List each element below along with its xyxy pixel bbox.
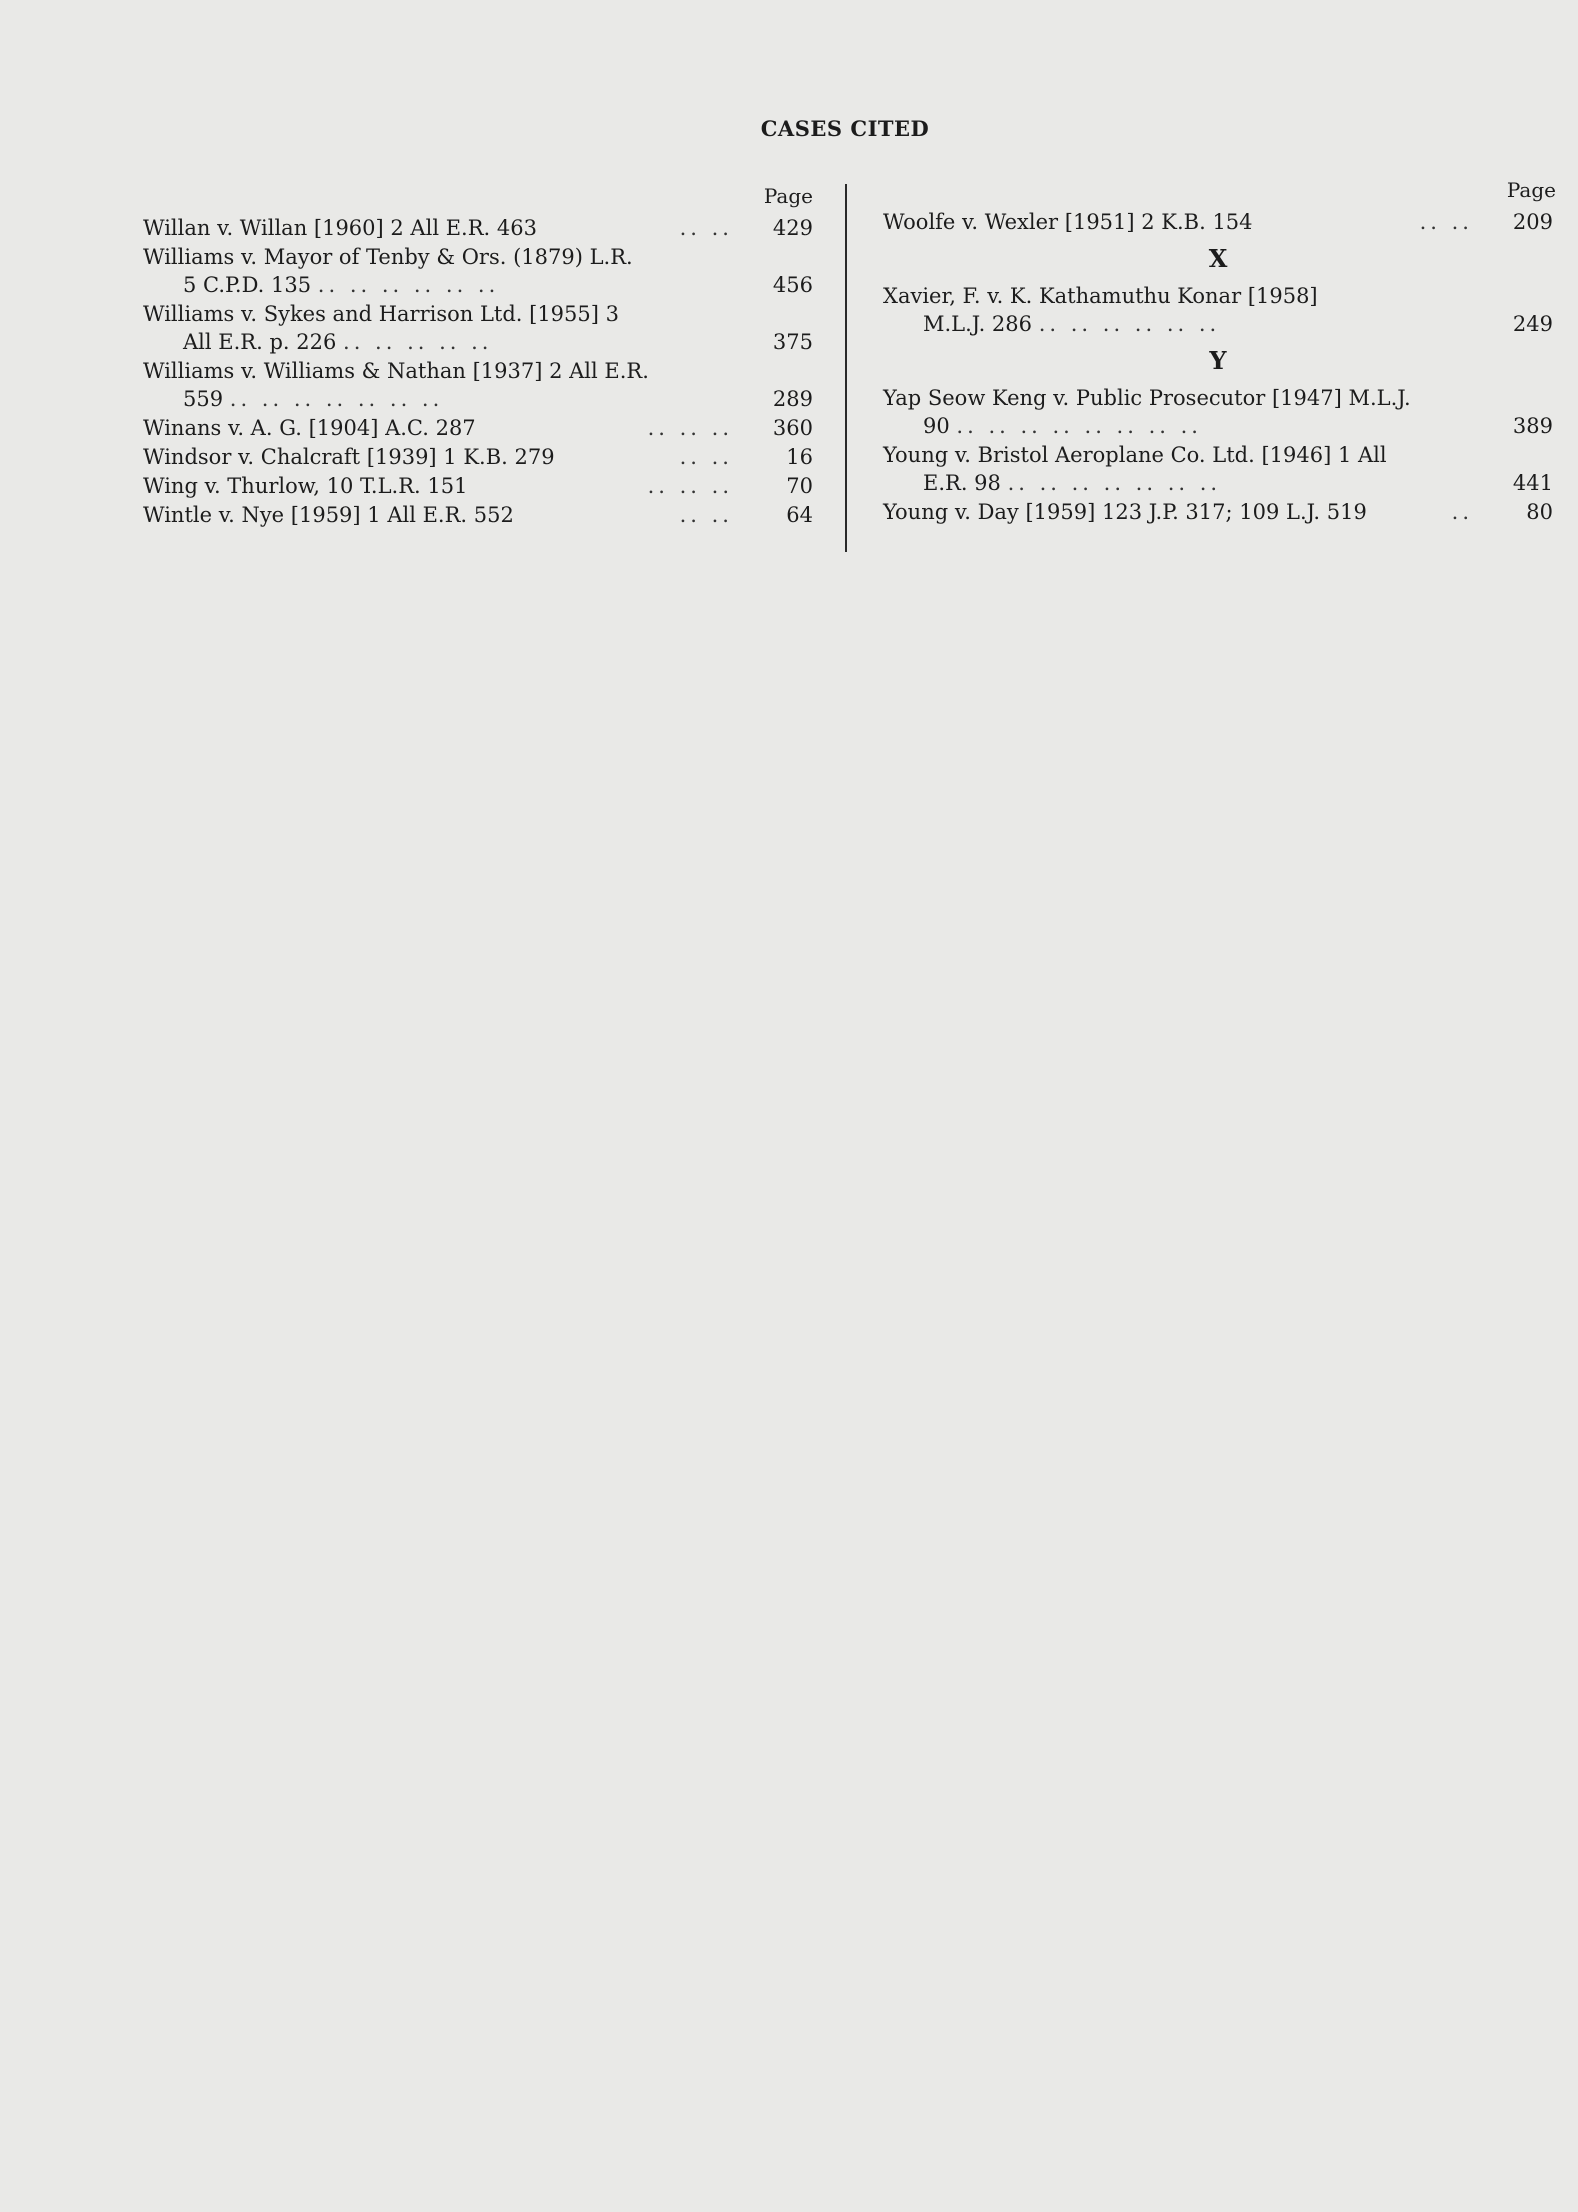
case-citation: Winans v. A. G. [1904] A.C. 287 [143,416,476,440]
case-citation: Young v. Day [1959] 123 J.P. 317; 109 L.J. 519 [883,500,1367,524]
page-number: 289 [772,387,813,411]
leader-dots: .. .. .. .. .. .. .. .. [956,414,1202,438]
case-citation: Wing v. Thurlow, 10 T.L.R. 151 [143,474,468,498]
page-number: 441 [1512,471,1553,495]
case-entry [143,443,813,471]
case-entry [143,243,813,299]
case-entry [883,282,1553,338]
citation-continuation-text: 90 [923,414,950,438]
leader-dots: .. .. .. .. .. [343,330,493,354]
case-entry [883,208,1553,236]
case-citation-continued [143,328,813,356]
page-number: 70 [786,474,813,498]
page-title: CASES CITED [760,116,930,141]
page-number: 456 [772,273,813,297]
left-column [143,184,813,530]
case-list-w-left [143,214,813,529]
case-entry [883,384,1553,440]
case-entry [143,472,813,500]
leader-dots: .. .. [679,216,733,240]
case-citation: Williams v. Williams & Nathan [1937] 2 All E.R. [143,359,649,383]
leader-dots: .. .. .. .. .. .. .. [229,387,444,411]
citation-continuation-text: E.R. 98 [923,471,1001,495]
citation-continuation-text: 559 [183,387,224,411]
case-entry [143,414,813,442]
case-citation-continued [883,412,1553,440]
case-citation: Yap Seow Keng v. Public Prosecutor [1947] M.L.J. [883,386,1411,410]
case-list-w-right [883,208,1553,236]
case-list-x [883,282,1553,338]
case-citation-continued [143,385,813,413]
page-column-header: Page [763,184,813,208]
case-entry [143,501,813,529]
leader-dots: .. .. .. [647,416,733,440]
case-entry [143,357,813,413]
page-number: 249 [1512,312,1553,336]
case-list-y [883,384,1553,526]
page-number: 389 [1512,414,1553,438]
case-citation: Williams v. Sykes and Harrison Ltd. [1955] 3 [143,302,619,326]
page-number: 64 [786,503,813,527]
case-citation: Xavier, F. v. K. Kathamuthu Konar [1958] [883,284,1318,308]
letter-heading-x: X [1208,244,1228,273]
leader-dots: .. .. .. .. .. .. [317,273,500,297]
case-citation-continued [143,271,813,299]
page-number: 429 [772,216,813,240]
case-entry [143,300,813,356]
leader-dots: .. [1451,500,1473,524]
page-number: 80 [1526,500,1553,524]
case-citation-continued [883,310,1553,338]
letter-heading-y: Y [1209,346,1227,375]
leader-dots: .. .. .. .. .. .. .. [1007,471,1222,495]
case-citation: Wintle v. Nye [1959] 1 All E.R. 552 [143,503,514,527]
leader-dots: .. .. [679,503,733,527]
page-column-header: Page [1506,178,1556,202]
leader-dots: .. .. [679,445,733,469]
case-citation-continued [883,469,1553,497]
case-citation: Williams v. Mayor of Tenby & Ors. (1879) L.R. [143,245,633,269]
case-citation: Windsor v. Chalcraft [1939] 1 K.B. 279 [143,445,555,469]
case-entry [883,498,1553,526]
case-citation: Willan v. Willan [1960] 2 All E.R. 463 [143,216,537,240]
leader-dots: .. .. [1419,210,1473,234]
page-number: 16 [786,445,813,469]
right-column [883,178,1556,527]
column-divider [845,184,847,552]
leader-dots: .. .. .. [647,474,733,498]
page-number: 360 [772,416,813,440]
citation-continuation-text: M.L.J. 286 [923,312,1033,336]
page-number: 375 [772,330,813,354]
citation-continuation-text: All E.R. p. 226 [183,330,337,354]
case-entry [143,214,813,242]
case-entry [883,441,1553,497]
case-citation: Woolfe v. Wexler [1951] 2 K.B. 154 [883,210,1253,234]
citation-continuation-text: 5 C.P.D. 135 [183,273,312,297]
page-number: 209 [1512,210,1553,234]
leader-dots: .. .. .. .. .. .. [1038,312,1221,336]
case-citation: Young v. Bristol Aeroplane Co. Ltd. [1946] 1 All [883,443,1387,467]
